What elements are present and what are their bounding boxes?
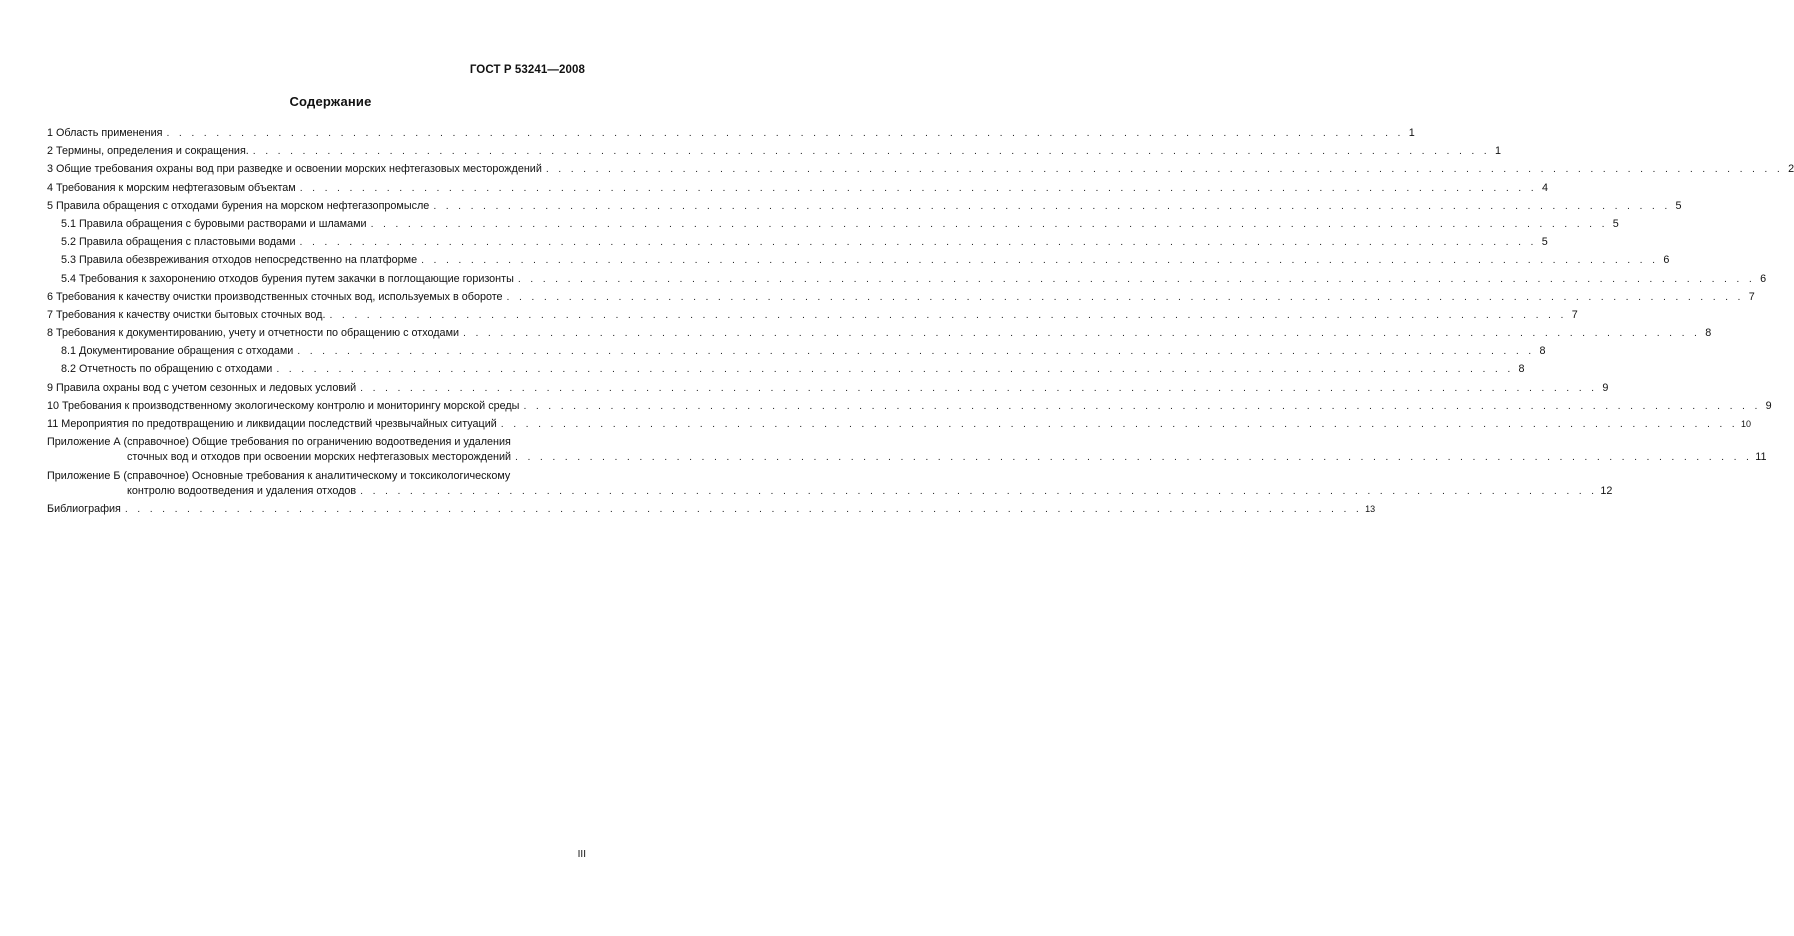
toc-entry-text: 8.2 Отчетность по обращению с отходами: [61, 363, 273, 376]
leader-dots: [163, 126, 1407, 140]
toc-entry-6[interactable]: [47, 290, 1755, 304]
toc-title: Содержание: [289, 94, 372, 109]
toc-entry-page: 9: [1765, 399, 1772, 412]
toc-entry-page: 1: [1408, 127, 1415, 139]
toc-entry-appendix-a[interactable]: [47, 435, 584, 449]
toc-entry-page: 5: [1675, 199, 1682, 212]
toc-entry-text: 8 Требования к документированию, учету и отчетности по обращению с отходами: [47, 327, 460, 340]
leader-dots: [497, 417, 1741, 431]
toc-entry-page: 8: [1539, 345, 1546, 358]
page-number: III: [577, 849, 586, 860]
toc-entry-8[interactable]: [47, 326, 1712, 340]
toc-entry-4[interactable]: [47, 181, 1548, 195]
toc-entry-10[interactable]: [47, 399, 1772, 413]
toc-entry-5-4[interactable]: [47, 272, 1767, 286]
leader-dots: [121, 502, 1365, 516]
toc-entry-appendix-b[interactable]: [47, 469, 584, 483]
toc-entry-text: 3 Общие требования охраны вод при разведке и освоении морских нефтегазовых месторождений: [47, 163, 542, 176]
toc-entry-page: 8: [1518, 363, 1525, 376]
leader-dots: [429, 199, 1673, 213]
toc-entry-text: 6 Требования к качеству очистки производственных сточных вод, используемых в обороте: [47, 290, 503, 303]
toc-entry-page: 6: [1663, 254, 1670, 267]
toc-entry-text: Приложение А (справочное) Общие требования по ограничению водоотведения и удаления: [47, 436, 511, 449]
leader-dots: [514, 272, 1758, 286]
toc-entry-1[interactable]: [47, 126, 1415, 140]
toc-entry-text: 5.2 Правила обращения с пластовыми водами: [61, 236, 296, 249]
toc-entry-page: 5: [1541, 236, 1548, 249]
toc-entry-text: 9 Правила охраны вод с учетом сезонных и ледовых условий: [47, 381, 357, 394]
toc-entry-page: 6: [1760, 272, 1767, 285]
leader-dots: [511, 450, 1755, 464]
toc-entry-text: 2 Термины, определения и сокращения.: [47, 145, 249, 158]
toc-entry-page: 10: [1741, 419, 1752, 429]
toc-entry-11[interactable]: [47, 417, 1752, 431]
table-of-contents: [47, 126, 1794, 520]
toc-entry-9[interactable]: [47, 381, 1609, 395]
leader-dots: [356, 484, 1600, 498]
toc-entry-text: 1 Область применения: [47, 127, 163, 139]
toc-entry-text: сточных вод и отходов при освоении морских нефтегазовых месторождений: [127, 451, 512, 464]
leader-dots: [367, 217, 1611, 231]
toc-entry-5-3[interactable]: [47, 253, 1670, 267]
leader-dots: [296, 181, 1540, 195]
toc-entry-page: 4: [1541, 181, 1548, 194]
toc-entry-text: 4 Требования к морским нефтегазовым объектам: [47, 181, 296, 194]
toc-entry-page: 7: [1571, 308, 1578, 321]
document-code: ГОСТ Р 53241—2008: [469, 64, 585, 76]
leader-dots: [356, 381, 1600, 395]
toc-entry-8-1[interactable]: [47, 344, 1546, 358]
toc-entry-text: контролю водоотведения и удаления отходов: [127, 484, 357, 497]
leader-dots: [249, 144, 1493, 158]
toc-entry-text: 11 Мероприятия по предотвращению и ликвидации последствий чрезвычайных ситуаций: [47, 418, 497, 430]
toc-entry-appendix-b-cont[interactable]: [47, 484, 1613, 498]
leader-dots: [272, 362, 1516, 376]
toc-entry-text: 7 Требования к качеству очистки бытовых сточных вод.: [47, 308, 326, 321]
toc-entry-text: 10 Требования к производственному экологическому контролю и мониторингу морской среды: [47, 399, 520, 412]
toc-entry-page: 12: [1600, 484, 1613, 497]
toc-entry-page: 2: [1788, 163, 1794, 176]
leader-dots: [325, 308, 1569, 322]
toc-entry-text: Приложение Б (справочное) Основные требования к аналитическому и токсикологическому: [47, 469, 511, 482]
toc-entry-text: 5.1 Правила обращения с буровыми растворами и шламами: [61, 217, 367, 230]
toc-entry-page: 13: [1365, 503, 1376, 514]
toc-entry-text: Библиография: [47, 502, 121, 515]
toc-entry-page: 11: [1755, 451, 1767, 464]
toc-entry-7[interactable]: [47, 308, 1578, 322]
toc-entry-text: 8.1 Документирование обращения с отходами: [61, 345, 294, 358]
leader-dots: [503, 290, 1747, 304]
toc-entry-text: 5 Правила обращения с отходами бурения на морском нефтегазопромысле: [47, 199, 430, 212]
toc-entry-2[interactable]: [47, 144, 1502, 158]
leader-dots: [519, 399, 1763, 413]
leader-dots: [459, 326, 1703, 340]
toc-entry-bibliography[interactable]: [47, 502, 1376, 516]
toc-entry-3[interactable]: [47, 162, 1794, 176]
toc-entry-5[interactable]: [47, 199, 1682, 213]
leader-dots: [542, 162, 1786, 176]
leader-dots: [417, 253, 1661, 267]
leader-dots: [293, 344, 1537, 358]
toc-entry-text: 5.4 Требования к захоронению отходов бурения путем закачки в поглощающие горизонты: [61, 272, 514, 285]
toc-entry-page: 5: [1612, 217, 1619, 230]
leader-dots: [296, 235, 1540, 249]
toc-entry-page: 7: [1748, 290, 1755, 303]
toc-entry-5-2[interactable]: [47, 235, 1548, 249]
toc-entry-text: 5.3 Правила обезвреживания отходов непосредственно на платформе: [61, 254, 418, 267]
toc-entry-5-1[interactable]: [47, 217, 1619, 231]
toc-entry-8-2[interactable]: [47, 362, 1525, 376]
toc-entry-page: 8: [1705, 327, 1712, 340]
toc-entry-page: 1: [1495, 145, 1502, 158]
toc-entry-page: 9: [1602, 381, 1609, 394]
toc-entry-appendix-a-cont[interactable]: [47, 450, 1767, 464]
